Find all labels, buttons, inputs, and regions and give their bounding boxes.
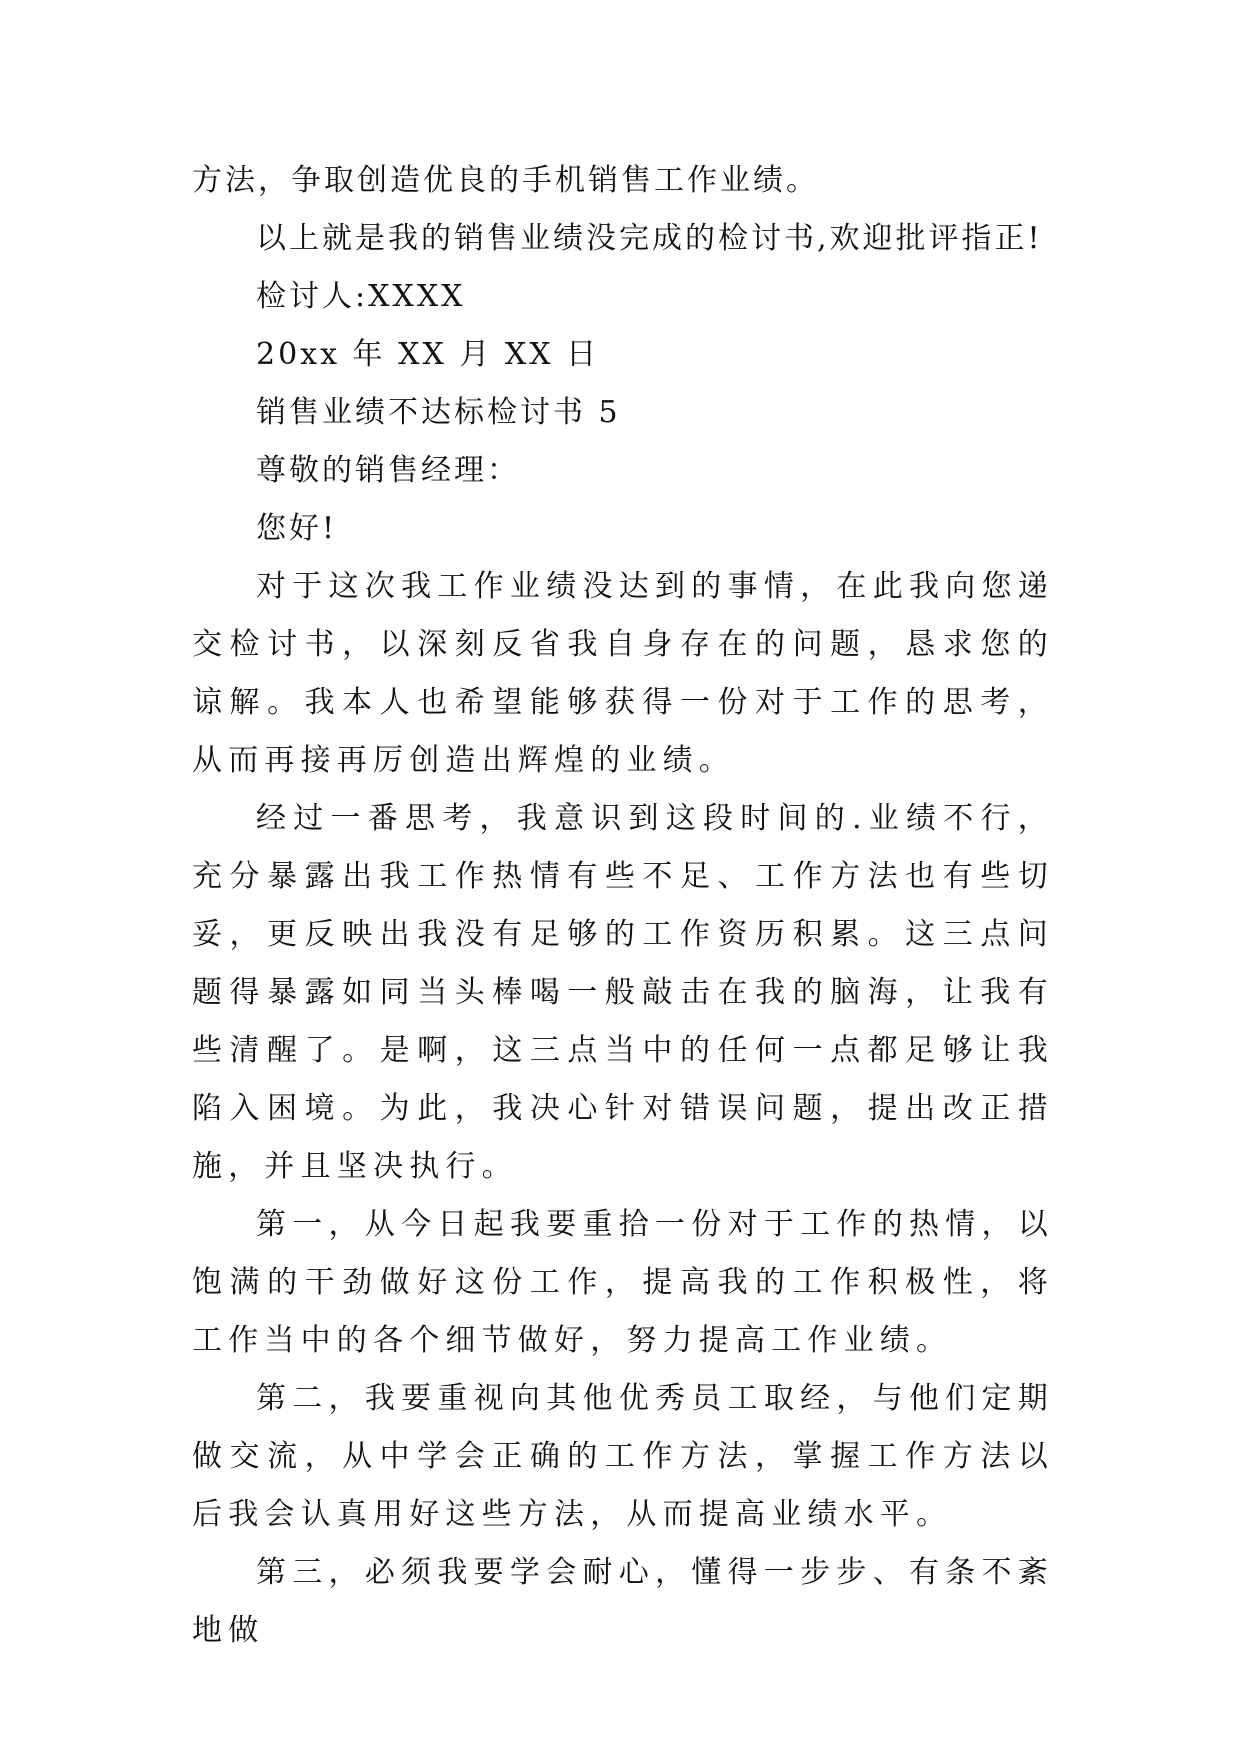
salutation-line: 尊敬的销售经理： [256,453,520,488]
greeting-line: 您好! [256,511,338,546]
signer-line: 检讨人:XXXX [256,279,466,314]
continuation-line: 方法，争取创造优良的手机销售工作业绩。 [192,163,819,198]
body-paragraph-1: 对于这次我工作业绩没达到的事情，在此我向您递交检讨书，以深刻反省我自身存在的问题，恳求您的谅解。我本人也希望能够获得一份对于工作的思考，从而再接再厉创造出辉煌的业绩。 [192,569,1054,778]
body-paragraph-5: 第三，必须我要学会耐心，懂得一步步、有条不紊地做 [192,1555,1054,1648]
document-body [192,152,1054,1660]
section-title: 销售业绩不达标检讨书 5 [256,395,621,430]
closing-line: 以上就是我的销售业绩没完成的检讨书,欢迎批评指正! [256,221,1043,256]
body-paragraph-3: 第一，从今日起我要重拾一份对于工作的热情，以饱满的干劲做好这份工作，提高我的工作积极性，将工作当中的各个细节做好，努力提高工作业绩。 [192,1207,1054,1358]
body-paragraph-2: 经过一番思考，我意识到这段时间的.业绩不行，充分暴露出我工作热情有些不足、工作方法也有些切妥，更反映出我没有足够的工作资历积累。这三点问题得暴露如同当头棒喝一般敲击在我的脑海，让我有些清醒了。是啊，这三点当中的任何一点都足够让我陷入困境。为此，我决心针对错误问题，提出改正措施，并且坚决执行。 [192,801,1054,1184]
date-line: 20xx 年 XX 月 XX 日 [256,337,600,372]
body-paragraph-4: 第二，我要重视向其他优秀员工取经，与他们定期做交流，从中学会正确的工作方法，掌握工作方法以后我会认真用好这些方法，从而提高业绩水平。 [192,1381,1054,1532]
